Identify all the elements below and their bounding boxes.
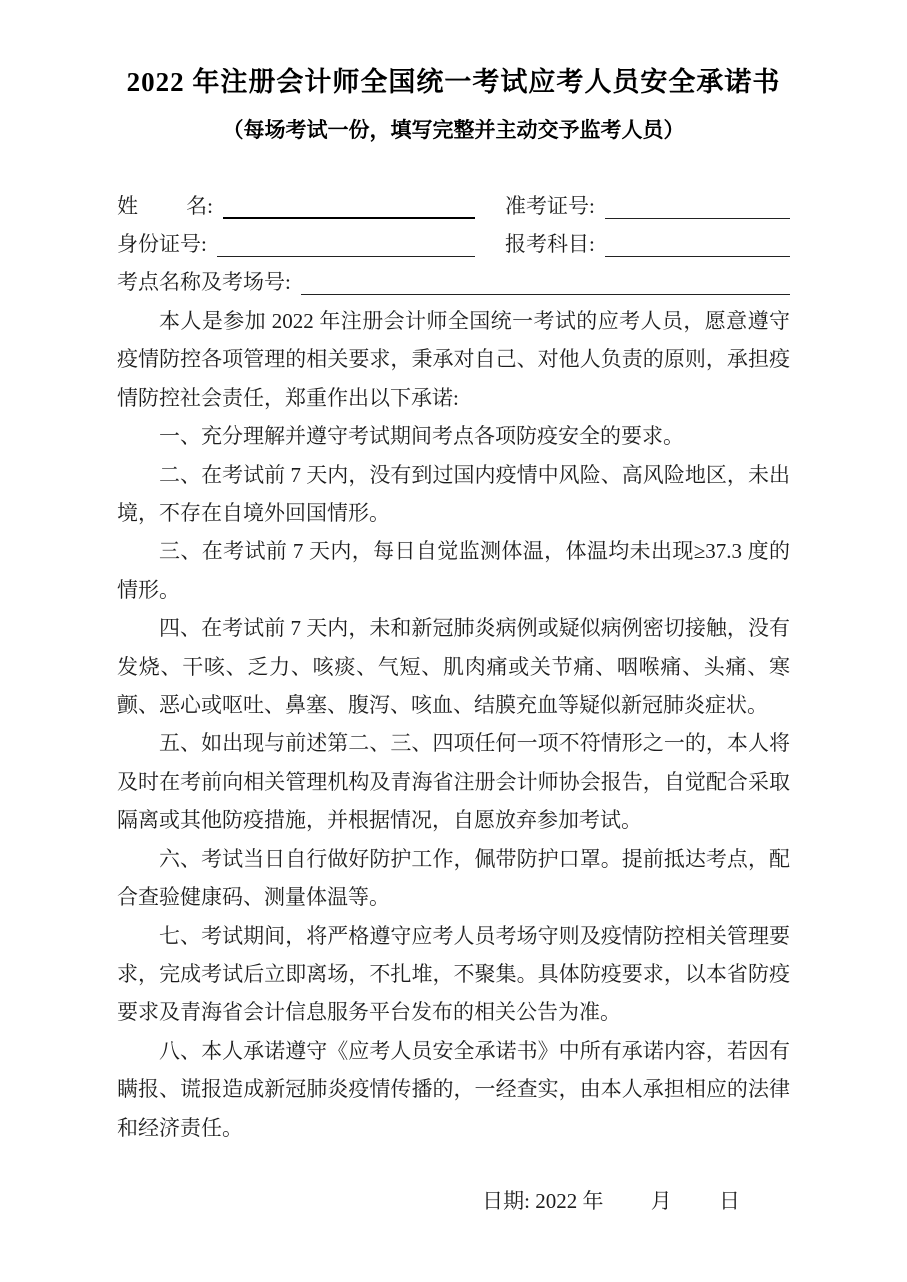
- form-row-1: [117, 184, 790, 222]
- commitment-item-6: 六、考试当日自行做好防护工作，佩带防护口罩。提前抵达考点，配合查验健康码、测量体温等。: [117, 846, 790, 910]
- form-row-2: [117, 222, 790, 260]
- id-number-blank: [217, 233, 475, 257]
- id-number-label: 身份证号:: [117, 232, 207, 256]
- subject-blank: [605, 233, 790, 257]
- commitment-item-8: 八、本人承诺遵守《应考人员安全承诺书》中所有承诺内容，若因有瞒报、谎报造成新冠肺炎疫情传播的，一经查实，由本人承担相应的法律和经济责任。: [117, 1038, 790, 1140]
- test-site-blank: [301, 271, 790, 295]
- subject-field: [505, 228, 790, 260]
- name-field: [117, 190, 475, 222]
- name-blank: [223, 195, 475, 219]
- document-subtitle: （每场考试一份，填写完整并主动交予监考人员）: [222, 118, 685, 142]
- ticket-number-blank: [605, 195, 790, 219]
- date-prefix: 日期: 2022 年: [482, 1188, 604, 1213]
- commitment-item-4: 四、在考试前 7 天内，未和新冠肺炎病例或疑似病例密切接触，没有发烧、干咳、乏力、咳痰、气短、肌肉痛或关节痛、咽喉痛、头痛、寒颤、恶心或呕吐、鼻塞、腹泻、咳血、结膜充血等疑似新冠肺炎症状。: [117, 616, 790, 718]
- commitment-item-1: 一、充分理解并遵守考试期间考点各项防疫安全的要求。: [159, 424, 684, 449]
- form-row-3: [117, 260, 790, 298]
- document-title: 2022 年注册会计师全国统一考试应考人员安全承诺书: [126, 67, 781, 97]
- id-number-field: [117, 228, 475, 260]
- form-section: [117, 184, 790, 298]
- commitment-item-2: 二、在考试前 7 天内，没有到过国内疫情中风险、高风险地区，未出境，不存在自境外回国情形。: [117, 462, 790, 526]
- commitment-item-5: 五、如出现与前述第二、三、四项任何一项不符情形之一的，本人将及时在考前向相关管理机构及青海省注册会计师协会报告，自觉配合采取隔离或其他防疫措施，并根据情况，自愿放弃参加考试。: [117, 731, 790, 833]
- ticket-number-field: [505, 190, 790, 222]
- date-line: [117, 1185, 790, 1215]
- date-month-label: 月: [650, 1188, 672, 1213]
- name-label: 姓 名:: [117, 194, 213, 218]
- commitment-item-7: 七、考试期间，将严格遵守应考人员考场守则及疫情防控相关管理要求，完成考试后立即离场，不扎堆，不聚集。具体防疫要求，以本省防疫要求及青海省会计信息服务平台发布的相关公告为准。: [117, 923, 790, 1025]
- subject-label: 报考科目:: [505, 232, 595, 256]
- test-site-field: [117, 266, 790, 298]
- date-day-label: 日: [719, 1188, 740, 1213]
- commitment-text: [117, 302, 790, 1147]
- intro-paragraph: 本人是参加 2022 年注册会计师全国统一考试的应考人员，愿意遵守疫情防控各项管理的相关要求，秉承对自己、对他人负责的原则，承担疫情防控社会责任，郑重作出以下承诺:: [117, 309, 790, 410]
- test-site-label: 考点名称及考场号:: [117, 270, 291, 294]
- commitment-item-3: 三、在考试前 7 天内，每日自觉监测体温，体温均未出现≥37.3 度的情形。: [117, 539, 790, 602]
- ticket-number-label: 准考证号:: [505, 194, 595, 218]
